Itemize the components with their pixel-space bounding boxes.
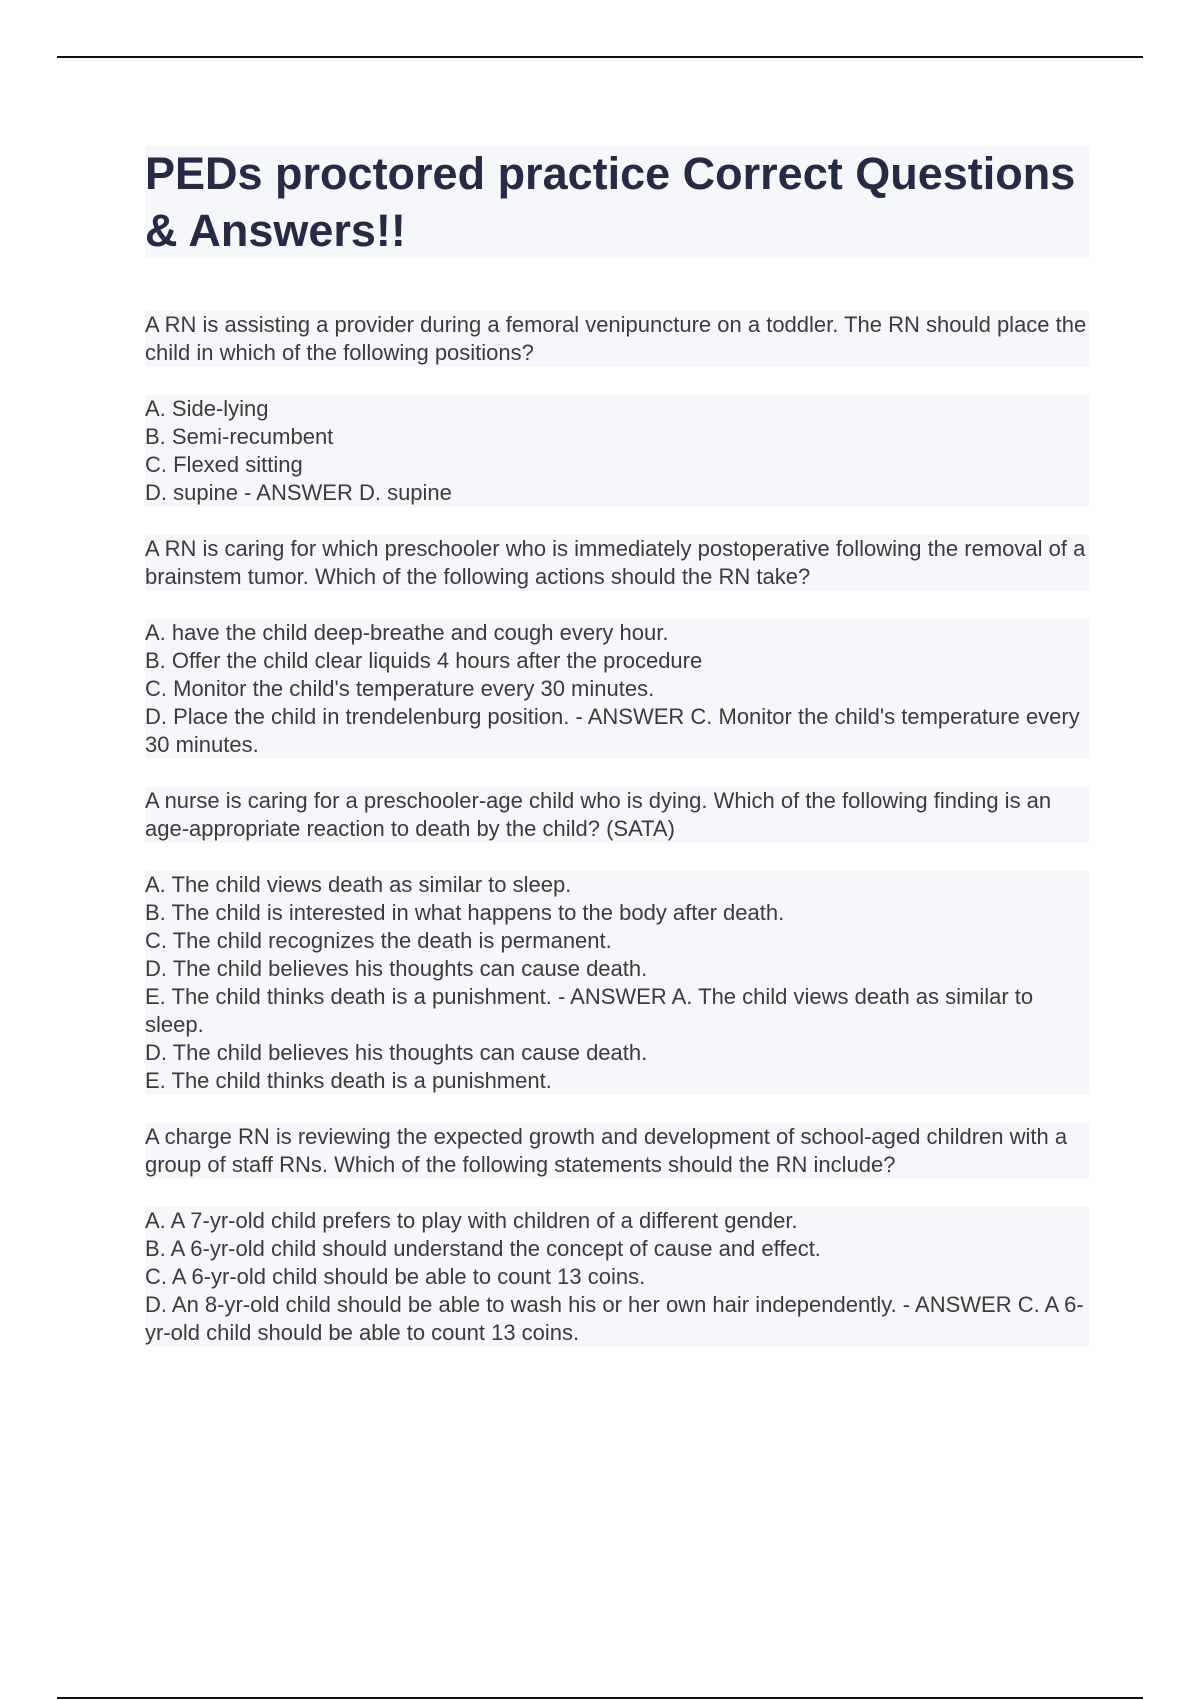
option-line: E. The child thinks death is a punishment. - ANSWER A. The child views death as similar to sleep. [145,983,1089,1039]
page-title: PEDs proctored practice Correct Questions & Answers!! [145,148,1076,256]
option-line: B. The child is interested in what happens to the body after death. [145,899,1089,927]
qa-item [145,535,1089,759]
qa-list [145,311,1089,1375]
option-line: C. Monitor the child's temperature every 30 minutes. [145,675,1089,703]
question-text: A nurse is caring for a preschooler-age child who is dying. Which of the following finding is an age-appropriate reaction to death by the child? (SATA) [145,787,1089,843]
qa-item [145,1123,1089,1347]
qa-item [145,311,1089,507]
qa-item [145,787,1089,1095]
option-line: C. Flexed sitting [145,451,1089,479]
bottom-rule [57,1697,1143,1699]
option-list [145,619,1089,759]
option-line: B. Semi-recumbent [145,423,1089,451]
option-list [145,395,1089,507]
option-line: D. The child believes his thoughts can cause death. [145,1039,1089,1067]
option-line: D. Place the child in trendelenburg position. - ANSWER C. Monitor the child's temperature every 30 minutes. [145,703,1089,759]
option-line: D. An 8-yr-old child should be able to wash his or her own hair independently. - ANSWER C. A 6-yr-old child should be able to count 13 coins. [145,1291,1089,1347]
option-line: D. supine - ANSWER D. supine [145,479,1089,507]
option-line: A. A 7-yr-old child prefers to play with children of a different gender. [145,1207,1089,1235]
question-text: A RN is caring for which preschooler who is immediately postoperative following the removal of a brainstem tumor. Which of the following actions should the RN take? [145,535,1089,591]
option-line: B. Offer the child clear liquids 4 hours after the procedure [145,647,1089,675]
option-line: A. The child views death as similar to sleep. [145,871,1089,899]
option-line: C. A 6-yr-old child should be able to count 13 coins. [145,1263,1089,1291]
option-list [145,871,1089,1095]
option-line: A. have the child deep-breathe and cough every hour. [145,619,1089,647]
option-line: E. The child thinks death is a punishment. [145,1067,1089,1095]
title-block [145,146,1089,258]
top-rule [57,56,1143,58]
question-text: A RN is assisting a provider during a femoral venipuncture on a toddler. The RN should place the child in which of the following positions? [145,311,1089,367]
question-text: A charge RN is reviewing the expected growth and development of school-aged children with a group of staff RNs. Which of the following statements should the RN include? [145,1123,1089,1179]
option-line: C. The child recognizes the death is permanent. [145,927,1089,955]
option-line: A. Side-lying [145,395,1089,423]
option-line: D. The child believes his thoughts can cause death. [145,955,1089,983]
option-list [145,1207,1089,1347]
option-line: B. A 6-yr-old child should understand the concept of cause and effect. [145,1235,1089,1263]
